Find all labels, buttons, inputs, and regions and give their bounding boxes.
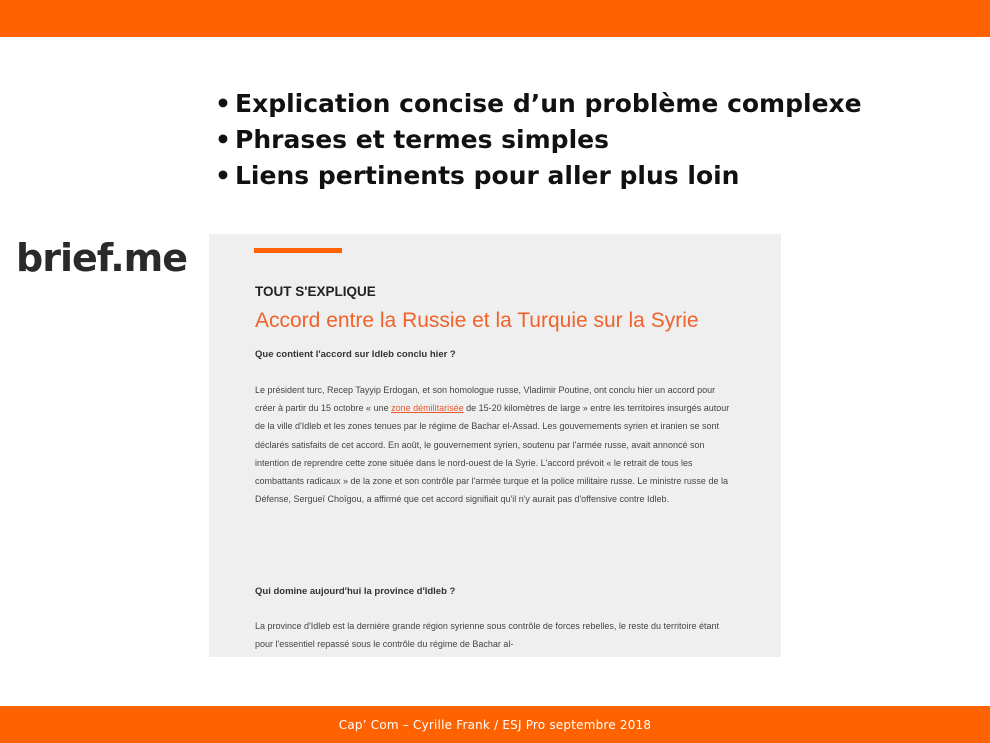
bullet-text: Phrases et termes simples	[235, 125, 609, 154]
bullet-text: Explication concise d’un problème complexe	[235, 89, 862, 118]
article-question-1: Que contient l'accord sur Idleb conclu hier ?	[255, 349, 456, 360]
bullet-item	[215, 86, 862, 122]
article-question-2: Qui domine aujourd'hui la province d'Idleb ?	[255, 586, 456, 597]
article-paragraph-2: La province d'Idleb est la dernière grande région syrienne sous contrôle de forces rebelles, le reste du territoire étant pour l'essentiel repassé sous le contrôle du régime de Bachar al-	[255, 621, 719, 650]
bottom-footer-bar	[0, 706, 990, 743]
bullet-dot: •	[215, 161, 231, 190]
article-accent-line	[254, 248, 342, 253]
article-screenshot	[209, 234, 781, 657]
brief-me-logo: brief.me	[16, 236, 187, 280]
top-accent-bar	[0, 0, 990, 37]
zone-demilitarisee-link[interactable]: zone démilitarisée	[391, 403, 464, 414]
bullet-dot: •	[215, 125, 231, 154]
bullet-text: Liens pertinents pour aller plus loin	[235, 161, 740, 190]
footer-credit: Cap’ Com – Cyrille Frank / ESJ Pro septembre 2018	[338, 717, 652, 732]
bullet-dot: •	[215, 89, 231, 118]
article-paragraph-1	[255, 381, 735, 508]
article-kicker: TOUT S'EXPLIQUE	[255, 284, 376, 299]
bullet-item	[215, 158, 862, 194]
bullet-item	[215, 122, 862, 158]
paragraph-text: de 15-20 kilomètres de large » entre les territoires insurgés autour de la ville d'Idleb et les zones tenues par le régime de Bachar el-Assad. Les gouvernements syrien et iranien se sont déclarés satisfaits de cet accord. En août, le gouvernement syrien, soutenu par l'armée russe, avait annoncé son intention de reprendre cette zone située dans le nord-ouest de la Syrie. L'accord prévoit « le retrait de tous les combattants radicaux » de la zone et son contrôle par l'armée turque et la police militaire russe. Le ministre russe de la Défense, Sergueï Choïgou, a affirmé que cet accord signifiait qu'il n'y aurait pas d'offensive contre Idleb.	[255, 403, 730, 505]
paragraph-text: Le président turc, Recep Tayyip Erdogan, et son homologue russe, Vladimir Poutine, ont conclu hier un accord pour créer à partir du 15 octobre « une	[255, 385, 716, 414]
article-headline: Accord entre la Russie et la Turquie sur la Syrie	[255, 309, 699, 332]
bullet-list	[215, 86, 862, 194]
